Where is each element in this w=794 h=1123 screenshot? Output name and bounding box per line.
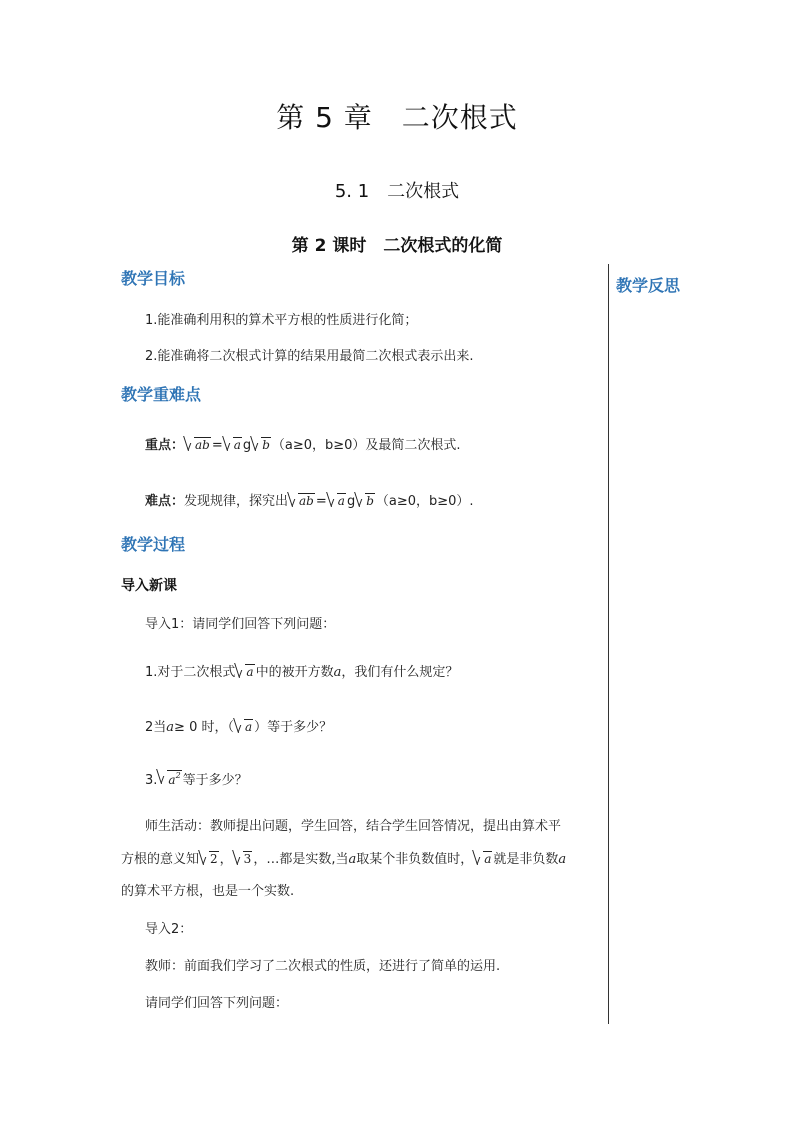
difficulty-label: 难点： (145, 494, 185, 509)
teacher-line: 教师：前面我们学习了二次根式的性质，还进行了简单的运用. (145, 959, 501, 974)
reflection-heading: 教学反思 (616, 276, 681, 295)
question-1: 1.对于二次根式 a 中的被开方数a，我们有什么规定？ (145, 665, 459, 680)
process-heading: 教学过程 (121, 535, 186, 554)
difficulty-prefix: 发现规律，探究出 (184, 494, 289, 509)
sqrt-a-activity: a (474, 851, 492, 866)
sqrt-b: b (252, 437, 271, 452)
ask-line: 请同学们回答下列问题： (145, 996, 289, 1011)
focus-label: 重点： (145, 438, 185, 453)
intro-heading: 导入新课 (121, 578, 177, 594)
sqrt-3: 3 (234, 851, 253, 866)
activity-line-1: 师生活动：教师提出问题，学生回答，结合学生回答情况，提出由算术平 (145, 819, 562, 834)
sqrt-2: 2 (200, 851, 219, 866)
sqrt-a-q2: a (235, 719, 253, 734)
column-divider (608, 264, 609, 1024)
sqrt-a2-q3: $a^2$ (158, 770, 181, 787)
sqrt-ab-2: ab (289, 493, 315, 508)
intro1-label: 导入1：请同学们回答下列问题： (145, 617, 336, 632)
keypoints-heading: 教学重难点 (121, 385, 202, 404)
chapter-title: 第 5 章 二次根式 (276, 101, 518, 134)
focus-condition: （a≥0，b≥0） (271, 438, 366, 453)
sqrt-a-2: a (328, 493, 346, 508)
lesson-title: 第 2 课时 二次根式的化简 (291, 236, 503, 256)
objectives-heading: 教学目标 (121, 269, 186, 288)
section-title: 5. 1 二次根式 (334, 181, 460, 202)
sqrt-b-2: b (356, 493, 375, 508)
sqrt-a: a (224, 437, 242, 452)
activity-line-2: 方根的意义知 2 ， 3 ，…都是实数,当a取某个非负数值时， a 就是非负数a (121, 852, 567, 867)
difficulty-condition: （a≥0，b≥0）. (375, 494, 474, 509)
sqrt-a-q1: a (236, 664, 254, 679)
question-3: 3. $a^2$ 等于多少？ (145, 771, 248, 788)
question-2: 2当a≥ 0 时，（ a ）等于多少？ (145, 720, 333, 735)
difficulty-line: 难点：发现规律，探究出 ab = a g b （a≥0，b≥0）. (145, 494, 474, 509)
focus-line: 重点： ab = a g b （a≥0，b≥0）及最简二次根式. (145, 438, 461, 453)
focus-suffix: 及最简二次根式. (365, 438, 461, 453)
objective-item-1: 1.能准确利用积的算术平方根的性质进行化简； (145, 313, 418, 328)
activity-line-3: 的算术平方根，也是一个实数. (121, 884, 295, 899)
sqrt-ab: ab (185, 437, 211, 452)
intro2-label: 导入2： (145, 922, 193, 937)
objective-item-2: 2.能准确将二次根式计算的结果用最简二次根式表示出来. (145, 349, 474, 364)
